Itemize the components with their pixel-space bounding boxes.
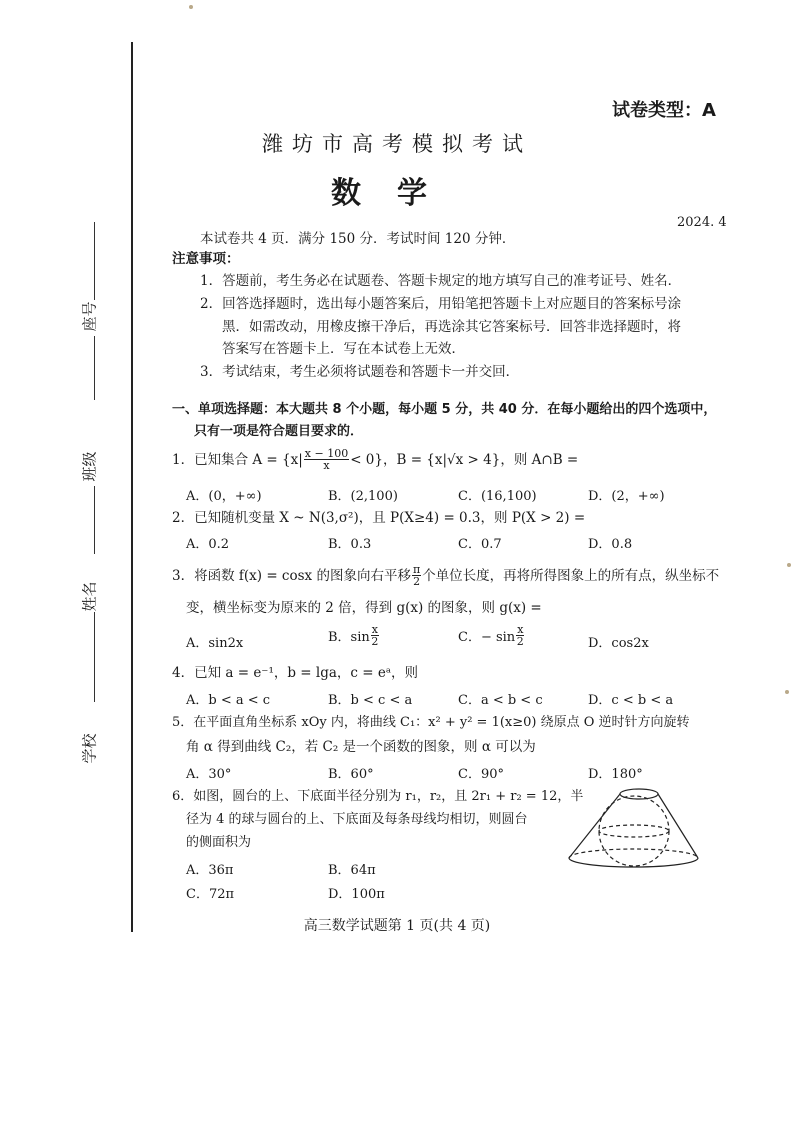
exam-date: 2024. 4 bbox=[677, 215, 727, 230]
name-label: 姓名 bbox=[80, 581, 99, 612]
section1-heading-cont: 只有一项是符合题目要求的． bbox=[194, 424, 364, 439]
sphere-equator bbox=[599, 825, 669, 837]
q3-option-b bbox=[328, 624, 380, 647]
paper-type: 试卷类型：A bbox=[612, 100, 716, 121]
class-label: 班级 bbox=[80, 451, 99, 482]
scan-speck bbox=[787, 563, 791, 567]
q5-option-d: D．180° bbox=[588, 767, 643, 782]
q1-option-a: A．(0，+∞) bbox=[186, 489, 262, 504]
subject-title: 数学 bbox=[331, 176, 463, 211]
q3-option-d: D．cos2x bbox=[588, 636, 649, 651]
q3-option-c-num: x bbox=[517, 623, 524, 636]
q1-stem bbox=[172, 448, 578, 471]
q4-option-a: A．b < a < c bbox=[186, 693, 271, 708]
scan-speck bbox=[189, 5, 193, 9]
q5-option-c: C．90° bbox=[458, 767, 504, 782]
q1-stem-post: < 0}，B = {x|√x > 4}，则 A∩B = bbox=[350, 451, 579, 468]
q6-stem-cont2: 的侧面积为 bbox=[186, 835, 252, 850]
q2-option-b: B．0.3 bbox=[328, 537, 372, 552]
q1-option-b: B．(2,100) bbox=[328, 489, 398, 504]
q3-stem bbox=[172, 564, 719, 587]
class-blank bbox=[94, 486, 95, 554]
q3-stem-pre: 3．将函数 f(x) = cosx 的图象向右平移 bbox=[172, 567, 411, 584]
q4-option-b: B．b < c < a bbox=[328, 693, 413, 708]
q3-frac-num: π bbox=[412, 563, 421, 576]
seat-blank bbox=[94, 222, 95, 300]
q2-option-a: A．0.2 bbox=[186, 537, 230, 552]
q2-option-c: C．0.7 bbox=[458, 537, 502, 552]
q1-frac-den: x bbox=[323, 459, 330, 472]
q4-stem: 4．已知 a = e⁻¹，b = lga，c = eᵃ，则 bbox=[172, 665, 419, 681]
q5-option-a: A．30° bbox=[186, 767, 232, 782]
notes-title: 注意事项： bbox=[172, 251, 240, 267]
page-footer: 高三数学试题第 1 页(共 4 页) bbox=[303, 918, 491, 934]
q1-frac-num: x − 100 bbox=[304, 447, 349, 460]
frustum-bottom-front bbox=[569, 858, 698, 867]
q2-stem: 2．已知随机变量 X ~ N(3,σ²)，且 P(X≥4) = 0.3，则 P(X > 2) = bbox=[172, 510, 586, 526]
q3-stem-post: 个单位长度，再将所得图象上的所有点，纵坐标不 bbox=[422, 567, 720, 584]
scan-speck bbox=[785, 690, 789, 694]
q3-option-c-fraction bbox=[516, 624, 524, 647]
seat-label: 座号 bbox=[80, 301, 99, 332]
note-1: 1．答题前，考生务必在试题卷、答题卡规定的地方填写自己的准考证号、姓名． bbox=[200, 273, 682, 289]
q6-stem-cont: 径为 4 的球与圆台的上、下底面及每条母线均相切，则圆台 bbox=[186, 812, 528, 827]
note-2-cont: 黑．如需改动，用橡皮擦干净后，再选涂其它答案标号．回答非选择题时，将 bbox=[222, 319, 681, 335]
q4-option-c: C．a < b < c bbox=[458, 693, 543, 708]
q1-stem-pre: 1．已知集合 A = {x| bbox=[172, 451, 303, 468]
q5-stem-cont: 角 α 得到曲线 C₂，若 C₂ 是一个函数的图象，则 α 可以为 bbox=[186, 739, 536, 755]
name-blank bbox=[94, 612, 95, 702]
q6-option-b: B．64π bbox=[328, 863, 376, 878]
q3-option-c-den: 2 bbox=[516, 635, 524, 648]
q1-fraction bbox=[304, 448, 349, 471]
exam-summary: 本试卷共 4 页．满分 150 分．考试时间 120 分钟． bbox=[200, 231, 516, 247]
q1-option-d: D．(2，+∞) bbox=[588, 489, 665, 504]
q6-stem: 6．如图，圆台的上、下底面半径分别为 r₁，r₂，且 2r₁ + r₂ = 12，半 bbox=[172, 789, 584, 804]
note-2: 2．回答选择题时，选出每小题答案后，用铅笔把答题卡上对应题目的答案标号涂 bbox=[200, 296, 682, 312]
note-2-cont2: 答案写在答题卡上．写在本试卷上无效． bbox=[222, 341, 465, 357]
q3-option-b-den: 2 bbox=[371, 635, 379, 648]
q2-option-d: D．0.8 bbox=[588, 537, 633, 552]
q3-option-b-pre: B．sin bbox=[328, 630, 370, 645]
frustum-bottom-back bbox=[569, 849, 698, 858]
q4-option-d: D．c < b < a bbox=[588, 693, 674, 708]
q1-option-c: C．(16,100) bbox=[458, 489, 537, 504]
q6-option-a: A．36π bbox=[186, 863, 234, 878]
frustum-sphere-figure bbox=[564, 784, 704, 874]
q6-option-c: C．72π bbox=[186, 887, 235, 902]
section1-heading: 一、单项选择题：本大题共 8 个小题，每小题 5 分，共 40 分．在每小题给出的四个选项中， bbox=[172, 402, 717, 417]
frustum-right-generator bbox=[658, 794, 698, 858]
school-label: 学校 bbox=[80, 733, 99, 764]
exam-title: 潍坊市高考模拟考试 bbox=[262, 132, 532, 156]
q3-stem-cont: 变，横坐标变为原来的 2 倍，得到 g(x) 的图象，则 g(x) = bbox=[186, 600, 542, 616]
q6-option-d: D．100π bbox=[328, 887, 385, 902]
q3-option-a: A．sin2x bbox=[186, 636, 244, 651]
q3-option-b-fraction bbox=[371, 624, 379, 647]
q5-option-b: B．60° bbox=[328, 767, 374, 782]
q3-option-c-pre: C．− sin bbox=[458, 630, 516, 645]
seat-blank-2 bbox=[94, 336, 95, 400]
q3-option-c bbox=[458, 624, 525, 647]
q3-frac-den: 2 bbox=[413, 575, 421, 588]
q3-fraction bbox=[412, 564, 421, 587]
q5-stem: 5．在平面直角坐标系 xOy 内，将曲线 C₁：x² + y² = 1(x≥0) 绕原点 O 逆时针方向旋转 bbox=[172, 715, 690, 730]
q3-option-b-num: x bbox=[371, 623, 378, 636]
note-3: 3．考试结束，考生必须将试题卷和答题卡一并交回． bbox=[200, 364, 520, 380]
